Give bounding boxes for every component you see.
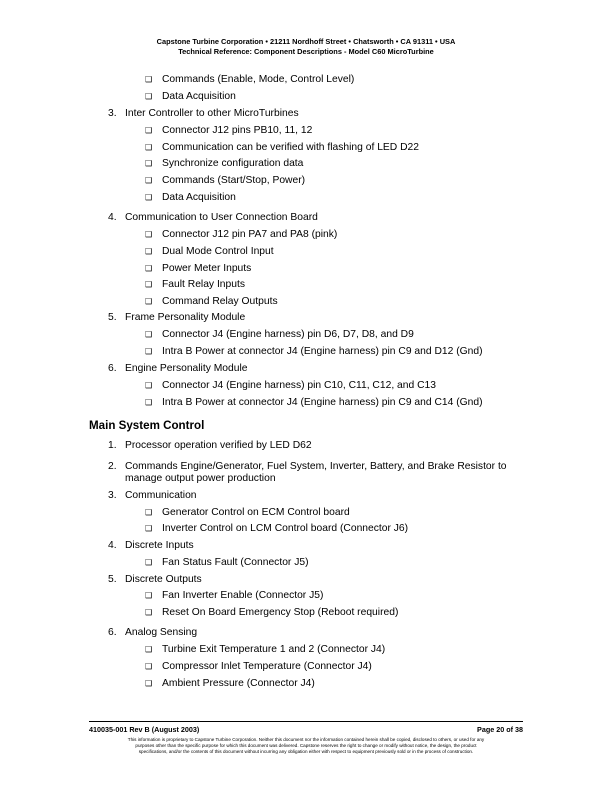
list-item: Command Relay Outputs bbox=[162, 296, 278, 307]
item-number: 2. bbox=[108, 461, 117, 472]
section-title: Main System Control bbox=[89, 419, 205, 432]
list-item: Intra B Power at connector J4 (Engine harness) pin C9 and C14 (Gnd) bbox=[162, 397, 483, 408]
list-item-heading: Discrete Outputs bbox=[125, 574, 202, 585]
list-item-continuation: manage output power production bbox=[125, 473, 276, 484]
list-item-heading: Commands Engine/Generator, Fuel System, Inverter, Battery, and Brake Resistor to bbox=[125, 461, 507, 472]
list-item: Fault Relay Inputs bbox=[162, 279, 245, 290]
bullet-icon: ❑ bbox=[145, 126, 153, 135]
item-number: 3. bbox=[108, 108, 117, 119]
disclaimer-line-3: specifications, and/or the contents of this document without incurring any obligation either with respect to equipment previously sold or in the process of construction. bbox=[138, 749, 474, 754]
bullet-icon: ❑ bbox=[145, 230, 153, 239]
bullet-icon: ❑ bbox=[145, 608, 153, 617]
footer-divider bbox=[89, 721, 523, 722]
list-item: Dual Mode Control Input bbox=[162, 246, 274, 257]
bullet-icon: ❑ bbox=[145, 247, 153, 256]
bullet-icon: ❑ bbox=[145, 330, 153, 339]
item-number: 4. bbox=[108, 212, 117, 223]
list-item: Data Acquisition bbox=[162, 192, 236, 203]
list-item: Communication can be verified with flashing of LED D22 bbox=[162, 142, 419, 153]
bullet-icon: ❑ bbox=[145, 193, 153, 202]
item-number: 3. bbox=[108, 490, 117, 501]
item-number: 6. bbox=[108, 363, 117, 374]
list-item: Connector J12 pin PA7 and PA8 (pink) bbox=[162, 229, 338, 240]
list-item-heading: Engine Personality Module bbox=[125, 363, 248, 374]
bullet-icon: ❑ bbox=[145, 398, 153, 407]
list-item: Commands (Enable, Mode, Control Level) bbox=[162, 74, 355, 85]
list-item: Intra B Power at connector J4 (Engine harness) pin C9 and D12 (Gnd) bbox=[162, 346, 483, 357]
list-item: Connector J12 pins PB10, 11, 12 bbox=[162, 125, 313, 136]
list-item: Fan Status Fault (Connector J5) bbox=[162, 557, 309, 568]
bullet-icon: ❑ bbox=[145, 92, 153, 101]
disclaimer-line-1: This information is proprietary to Capstone Turbine Corporation. Neither this document nor the information contained herein shall be copied, disclosed to others, or used for any bbox=[127, 737, 485, 742]
bullet-icon: ❑ bbox=[145, 159, 153, 168]
list-item: Fan Inverter Enable (Connector J5) bbox=[162, 590, 324, 601]
bullet-icon: ❑ bbox=[145, 264, 153, 273]
list-item-heading: Discrete Inputs bbox=[125, 540, 194, 551]
item-number: 1. bbox=[108, 440, 117, 451]
bullet-icon: ❑ bbox=[145, 143, 153, 152]
list-item: Turbine Exit Temperature 1 and 2 (Connector J4) bbox=[162, 644, 386, 655]
list-item: Generator Control on ECM Control board bbox=[162, 507, 350, 518]
header-line-1: Capstone Turbine Corporation • 21211 Nordhoff Street • Chatsworth • CA 91311 • USA bbox=[156, 37, 456, 46]
bullet-icon: ❑ bbox=[145, 75, 153, 84]
bullet-icon: ❑ bbox=[145, 524, 153, 533]
list-item: Compressor Inlet Temperature (Connector J4) bbox=[162, 661, 372, 672]
bullet-icon: ❑ bbox=[145, 591, 153, 600]
bullet-icon: ❑ bbox=[145, 558, 153, 567]
item-number: 4. bbox=[108, 540, 117, 551]
list-item: Power Meter Inputs bbox=[162, 263, 252, 274]
item-number: 5. bbox=[108, 574, 117, 585]
list-item: Connector J4 (Engine harness) pin D6, D7, D8, and D9 bbox=[162, 329, 414, 340]
list-item: Reset On Board Emergency Stop (Reboot required) bbox=[162, 607, 399, 618]
item-number: 6. bbox=[108, 627, 117, 638]
list-item: Ambient Pressure (Connector J4) bbox=[162, 678, 315, 689]
list-item-heading: Processor operation verified by LED D62 bbox=[125, 440, 312, 451]
item-number: 5. bbox=[108, 312, 117, 323]
list-item: Inverter Control on LCM Control board (Connector J6) bbox=[162, 523, 409, 534]
disclaimer-line-2: purposes other than the specific purpose for which this document was delivered. Capstone reserves the right to change or modify without notice, the design, the product bbox=[135, 743, 477, 748]
bullet-icon: ❑ bbox=[145, 280, 153, 289]
bullet-icon: ❑ bbox=[145, 662, 153, 671]
list-item: Connector J4 (Engine harness) pin C10, C11, C12, and C13 bbox=[162, 380, 436, 391]
page-number: Page 20 of 38 bbox=[477, 725, 523, 734]
list-item-heading: Communication bbox=[125, 490, 197, 501]
list-item: Data Acquisition bbox=[162, 91, 236, 102]
bullet-icon: ❑ bbox=[145, 508, 153, 517]
list-item-heading: Inter Controller to other MicroTurbines bbox=[125, 108, 299, 119]
list-item-heading: Communication to User Connection Board bbox=[125, 212, 318, 223]
bullet-icon: ❑ bbox=[145, 297, 153, 306]
list-item: Commands (Start/Stop, Power) bbox=[162, 175, 306, 186]
bullet-icon: ❑ bbox=[145, 176, 153, 185]
list-item-heading: Analog Sensing bbox=[125, 627, 198, 638]
list-item-heading: Frame Personality Module bbox=[125, 312, 246, 323]
bullet-icon: ❑ bbox=[145, 381, 153, 390]
header-line-2: Technical Reference: Component Descriptions - Model C60 MicroTurbine bbox=[178, 47, 434, 56]
bullet-icon: ❑ bbox=[145, 679, 153, 688]
bullet-icon: ❑ bbox=[145, 645, 153, 654]
document-number: 410035-001 Rev B (August 2003) bbox=[89, 725, 200, 734]
list-item: Synchronize configuration data bbox=[162, 158, 304, 169]
bullet-icon: ❑ bbox=[145, 347, 153, 356]
